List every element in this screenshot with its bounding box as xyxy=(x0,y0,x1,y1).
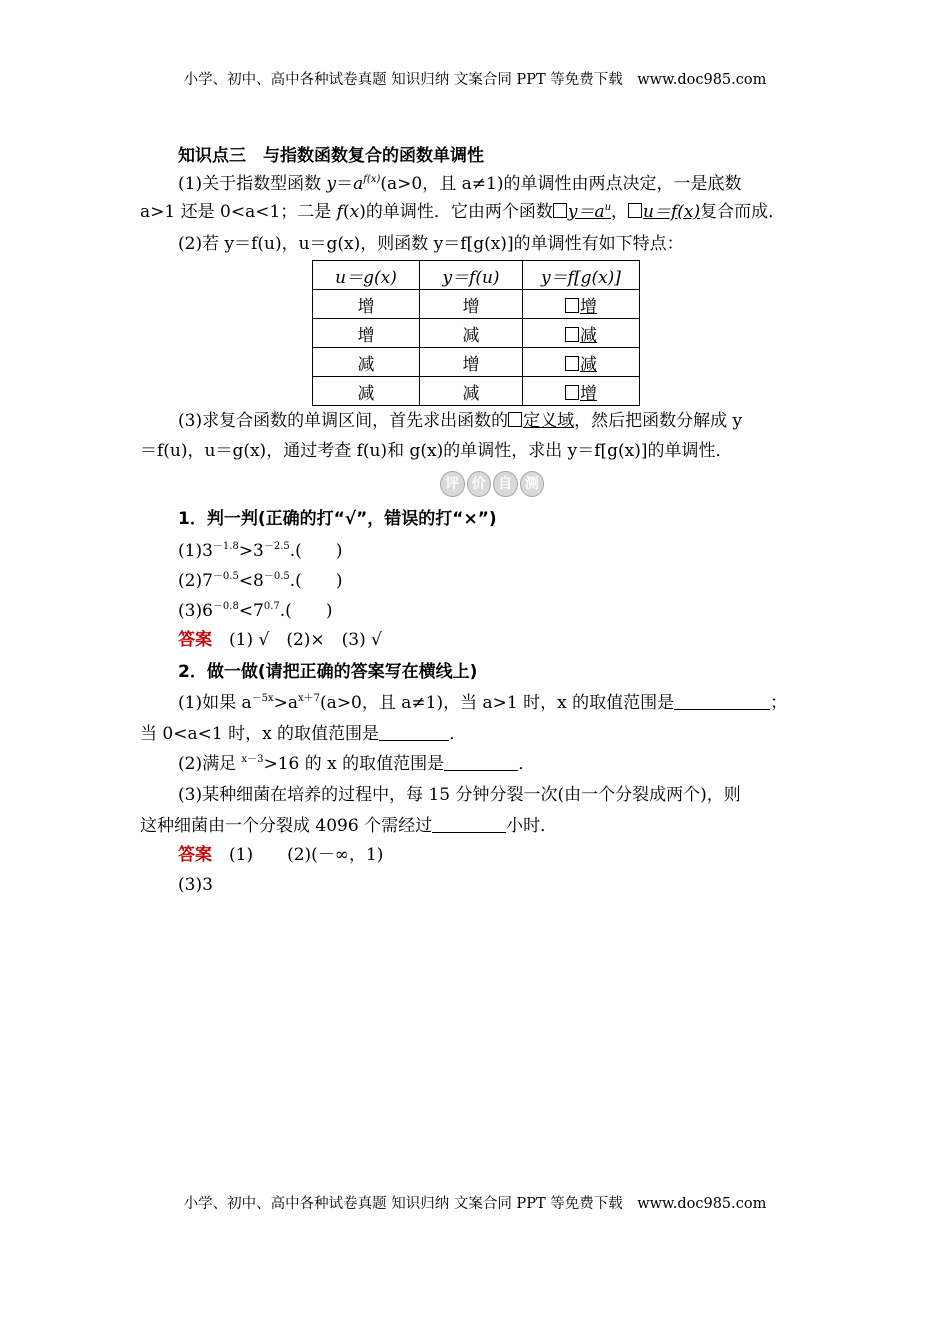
p1-text-b: (a>0，且 a≠1)的单调性由两点决定，一是底数 xyxy=(380,174,742,194)
page-footer: 小学、初中、高中各种试卷真题 知识归纳 文案合同 PPT 等免费下载 www.doc985.com xyxy=(183,1196,767,1212)
question-2-part-2: (2)满足 $^{x-3}$>16 的 x 的取值范围是 ． xyxy=(178,754,536,774)
table-cell: 减 xyxy=(420,319,523,348)
table-cell-answer: 减 xyxy=(523,348,640,377)
stamp-char: 测 xyxy=(520,471,545,497)
blank-u-equals-fx: u＝f(x) xyxy=(643,202,701,222)
formula-y-equals: y xyxy=(326,174,337,194)
question-2-part-1-line-1: (1)如果 $a^{-5x}>a^{x+7}(a>0$，且 a≠1)，当 a>1 时，x 的取值范围是 ； xyxy=(178,693,788,713)
p1-tail: 复合而成． xyxy=(700,202,786,222)
paragraph-2: (2)若 y＝f(u)，u＝g(x)，则函数 y＝f[g(x)]的单调性有如下特点： xyxy=(178,234,684,254)
table-row xyxy=(313,377,640,406)
table-cell: 减 xyxy=(420,377,523,406)
question-2-part-3-line-1: (3)某种细菌在培养的过程中，每 15 分钟分裂一次(由一个分裂成两个)，则 xyxy=(178,785,741,805)
table-cell: 增 xyxy=(313,290,420,319)
table-row xyxy=(313,319,640,348)
table-header: y＝f(u) xyxy=(420,261,523,290)
table-cell: 增 xyxy=(313,319,420,348)
question-2-title: 2．做一做(请把正确的答案写在横线上) xyxy=(178,662,478,682)
table-cell-answer: 增 xyxy=(523,290,640,319)
question-1-title: 1．判一判(正确的打“√”，错误的打“×”) xyxy=(178,509,497,529)
table-cell: 增 xyxy=(420,348,523,377)
question-1-item: $(3)6^{-0.8}<7^{0.7}$.( ) xyxy=(178,601,333,621)
question-1-answer: 答案 (1) √ (2)× (3) √ xyxy=(178,630,382,650)
stamp-char: 自 xyxy=(493,471,518,497)
table-cell: 减 xyxy=(313,348,420,377)
p1-line2-a: a>1 还是 0<a<1；二是 xyxy=(140,202,337,222)
question-1-item: $(2)7^{-0.5}<8^{-0.5}$.( ) xyxy=(178,571,343,591)
paragraph-3-line-1: (3)求复合函数的单调区间，首先求出函数的 定义域，然后把函数分解成 y xyxy=(178,411,743,431)
answer-blank[interactable] xyxy=(674,693,770,710)
answer-box-icon xyxy=(565,327,579,342)
answer-box-icon xyxy=(553,203,567,218)
question-2-part-1-line-2: 当 0<a<1 时，x 的取值范围是 ． xyxy=(140,724,467,744)
question-2-part-3-line-2: 这种细菌由一个分裂成 4096 个需经过 小时． xyxy=(140,816,558,836)
question-2-answer: 答案 (1) (2)(－∞，1) xyxy=(178,845,384,865)
blank-domain: 定义域 xyxy=(523,411,575,431)
question-1-item: $(1)3^{-1.8}>3^{-2.5}$.( ) xyxy=(178,541,343,561)
table-cell-answer: 减 xyxy=(523,319,640,348)
table-row xyxy=(313,348,640,377)
answer-box-icon xyxy=(628,203,642,218)
table-header: u＝g(x) xyxy=(313,261,420,290)
answer-label: 答案 xyxy=(178,845,212,865)
answer-blank[interactable] xyxy=(444,754,518,771)
blank-y-equals-a-u: $y=a^u$ xyxy=(567,202,612,222)
p1-line2-b: 的单调性．它由两个函数 xyxy=(365,202,553,222)
page-header: 小学、初中、高中各种试卷真题 知识归纳 文案合同 PPT 等免费下载 www.doc985.com xyxy=(183,72,767,88)
monotonicity-table xyxy=(312,260,640,406)
answer-box-icon xyxy=(565,298,579,313)
table-cell: 减 xyxy=(313,377,420,406)
stamp-char: 评 xyxy=(440,471,465,497)
answer-box-icon xyxy=(565,356,579,371)
answer-label: 答案 xyxy=(178,630,212,650)
answer-blank[interactable] xyxy=(432,816,506,833)
table-cell-answer: 增 xyxy=(523,377,640,406)
table-header: y＝f[g(x)] xyxy=(523,261,640,290)
stamp-char: 价 xyxy=(467,471,492,497)
answer-box-icon xyxy=(508,412,522,427)
self-assessment-stamp xyxy=(440,471,544,497)
p1-text-a: (1)关于指数型函数 xyxy=(178,174,327,194)
table-cell: 增 xyxy=(420,290,523,319)
section-title: 知识点三 与指数函数复合的函数单调性 xyxy=(178,146,484,166)
answer-blank[interactable] xyxy=(379,724,449,741)
question-2-answer-3: (3)3 xyxy=(178,875,213,895)
paragraph-1-line-1: (1)关于指数型函数 $y=a^{f(x)}(a>0$，且 a≠1)的单调性由两点决定，一是底数 xyxy=(178,174,742,194)
table-row xyxy=(313,290,640,319)
table-header-row xyxy=(313,261,640,290)
answer-box-icon xyxy=(565,385,579,400)
paragraph-1-line-2: a>1 还是 0<a<1；二是 f(x)的单调性．它由两个函数 $y=a^u$， u＝f(x)复合而成． xyxy=(140,202,786,222)
paragraph-3-line-2: ＝f(u)，u＝g(x)，通过考查 f(u)和 g(x)的单调性，求出 y＝f[g(x)]的单调性． xyxy=(140,441,733,461)
